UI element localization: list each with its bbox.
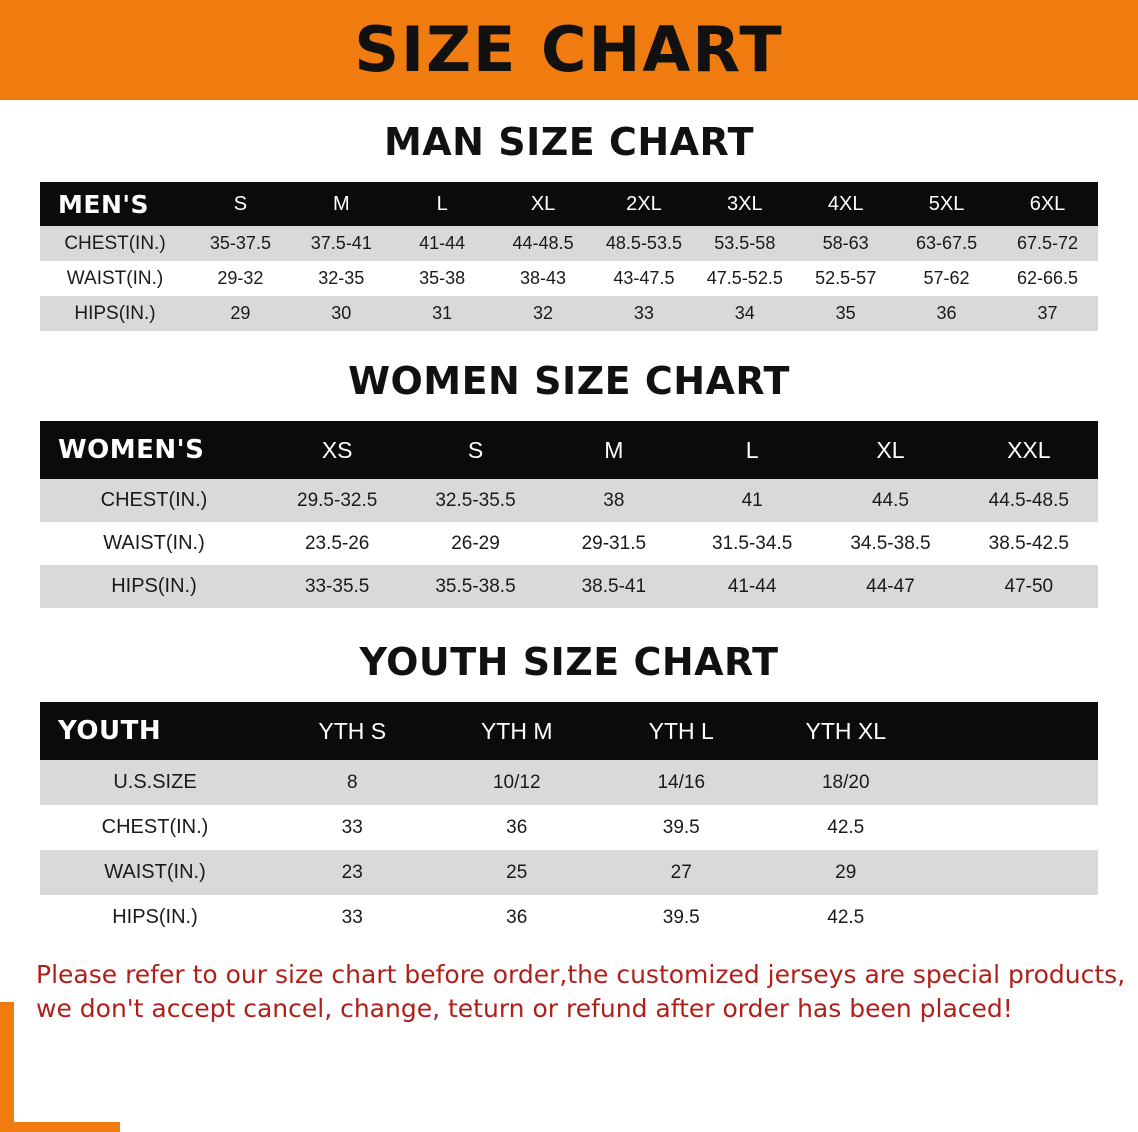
women-table-wrap [0, 421, 1138, 608]
man-cell-0-7: 63-67.5 [896, 226, 997, 261]
man-row-label-2: HIPS(IN.) [40, 296, 190, 331]
women-cell-0-2: 38 [545, 479, 683, 522]
youth-cell-0-spacer [928, 760, 1098, 805]
women-row-label-2: HIPS(IN.) [40, 565, 268, 608]
table-row [40, 760, 1098, 805]
table-row [40, 479, 1098, 522]
women-col-2: M [604, 436, 624, 463]
man-row-label-0: CHEST(IN.) [40, 226, 190, 261]
man-cell-2-6: 35 [795, 296, 896, 331]
man-cell-2-7: 36 [896, 296, 997, 331]
table-row [40, 895, 1098, 940]
women-size-table [40, 421, 1098, 608]
youth-row-label-0: U.S.SIZE [40, 760, 270, 805]
table-row [40, 805, 1098, 850]
table-row [40, 226, 1098, 261]
youth-row-label-2: WAIST(IN.) [40, 850, 270, 895]
orange-left-accent [0, 1002, 14, 1132]
women-cell-2-4: 44-47 [821, 565, 959, 608]
women-corner-label: WOMEN'S [58, 435, 205, 465]
women-cell-1-0: 23.5-26 [268, 522, 406, 565]
youth-cell-1-3: 42.5 [764, 805, 929, 850]
women-cell-1-1: 26-29 [406, 522, 544, 565]
women-row-label-1: WAIST(IN.) [40, 522, 268, 565]
man-cell-2-0: 29 [190, 296, 291, 331]
man-col-7: 5XL [928, 192, 965, 215]
women-col-1: S [467, 436, 484, 463]
youth-cell-2-1: 25 [435, 850, 600, 895]
youth-corner-label: YOUTH [58, 716, 162, 746]
page-banner [0, 0, 1138, 100]
man-cell-1-6: 52.5-57 [795, 261, 896, 296]
man-cell-1-4: 43-47.5 [594, 261, 695, 296]
women-cell-1-5: 38.5-42.5 [960, 522, 1098, 565]
man-size-table [40, 182, 1098, 331]
table-row [40, 850, 1098, 895]
man-cell-1-2: 35-38 [392, 261, 493, 296]
man-cell-2-8: 37 [997, 296, 1098, 331]
women-cell-2-0: 33-35.5 [268, 565, 406, 608]
youth-cell-0-0: 8 [270, 760, 435, 805]
youth-cell-1-2: 39.5 [599, 805, 764, 850]
man-col-6: 4XL [827, 192, 864, 215]
women-col-0: XS [321, 436, 353, 463]
man-table-wrap [0, 182, 1138, 331]
man-col-5: 3XL [727, 192, 763, 215]
table-row [40, 296, 1098, 331]
women-cell-2-2: 38.5-41 [545, 565, 683, 608]
man-cell-0-5: 53.5-58 [694, 226, 795, 261]
man-table-body [40, 226, 1098, 331]
policy-note-line-2: we don't accept cancel, change, teturn or refund after order has been placed! [36, 993, 1013, 1023]
man-cell-0-8: 67.5-72 [997, 226, 1098, 261]
women-cell-2-5: 47-50 [960, 565, 1098, 608]
women-col-4: XL [876, 436, 905, 463]
man-col-0: S [233, 192, 248, 215]
youth-section-title: YOUTH SIZE CHART [359, 640, 779, 684]
table-row [40, 522, 1098, 565]
man-cell-0-0: 35-37.5 [190, 226, 291, 261]
youth-table-body [40, 760, 1098, 940]
youth-col-0: YTH S [318, 717, 387, 744]
man-col-2: L [436, 192, 448, 215]
youth-cell-3-1: 36 [435, 895, 600, 940]
man-col-4: 2XL [626, 192, 662, 215]
women-cell-0-3: 41 [683, 479, 821, 522]
youth-size-table [40, 702, 1098, 940]
youth-cell-0-2: 14/16 [599, 760, 764, 805]
youth-row-label-3: HIPS(IN.) [40, 895, 270, 940]
women-cell-2-1: 35.5-38.5 [406, 565, 544, 608]
youth-cell-0-1: 10/12 [435, 760, 600, 805]
women-cell-0-5: 44.5-48.5 [960, 479, 1098, 522]
youth-col-1: YTH M [480, 717, 553, 744]
man-row-label-1: WAIST(IN.) [40, 261, 190, 296]
table-row [40, 565, 1098, 608]
man-section-title: MAN SIZE CHART [383, 120, 755, 164]
man-cell-2-5: 34 [694, 296, 795, 331]
man-corner-label: MEN'S [58, 189, 150, 219]
youth-cell-2-3: 29 [764, 850, 929, 895]
youth-cell-3-2: 39.5 [599, 895, 764, 940]
youth-cell-2-spacer [928, 850, 1098, 895]
youth-col-spacer [928, 702, 1098, 760]
youth-table-head [40, 702, 1098, 760]
women-cell-1-4: 34.5-38.5 [821, 522, 959, 565]
youth-cell-0-3: 18/20 [764, 760, 929, 805]
youth-row-label-1: CHEST(IN.) [40, 805, 270, 850]
youth-cell-1-0: 33 [270, 805, 435, 850]
man-cell-2-1: 30 [291, 296, 392, 331]
women-table-body [40, 479, 1098, 608]
youth-cell-3-spacer [928, 895, 1098, 940]
man-cell-2-2: 31 [392, 296, 493, 331]
man-cell-2-3: 32 [493, 296, 594, 331]
table-row [40, 261, 1098, 296]
man-cell-1-5: 47.5-52.5 [694, 261, 795, 296]
man-cell-0-3: 44-48.5 [493, 226, 594, 261]
women-cell-0-4: 44.5 [821, 479, 959, 522]
women-cell-1-3: 31.5-34.5 [683, 522, 821, 565]
youth-cell-1-spacer [928, 805, 1098, 850]
orange-bottom-accent [0, 1122, 120, 1132]
man-cell-0-4: 48.5-53.5 [594, 226, 695, 261]
man-cell-1-1: 32-35 [291, 261, 392, 296]
youth-cell-3-0: 33 [270, 895, 435, 940]
table-header-row [40, 182, 1098, 226]
man-cell-2-4: 33 [594, 296, 695, 331]
women-cell-0-0: 29.5-32.5 [268, 479, 406, 522]
women-row-label-0: CHEST(IN.) [40, 479, 268, 522]
table-header-row [40, 702, 1098, 760]
man-col-1: M [332, 192, 350, 215]
man-cell-1-8: 62-66.5 [997, 261, 1098, 296]
page-title: SIZE CHART [354, 13, 784, 86]
man-cell-1-7: 57-62 [896, 261, 997, 296]
youth-col-3: YTH XL [805, 717, 887, 744]
man-cell-1-0: 29-32 [190, 261, 291, 296]
man-table-head [40, 182, 1098, 226]
man-cell-0-6: 58-63 [795, 226, 896, 261]
man-col-3: XL [530, 192, 556, 215]
women-cell-1-2: 29-31.5 [545, 522, 683, 565]
women-table-head [40, 421, 1098, 479]
policy-note-line-1: Please refer to our size chart before order,the customized jerseys are special products, [36, 960, 1126, 989]
man-col-8: 6XL [1029, 192, 1066, 215]
women-col-3: L [745, 436, 759, 463]
youth-cell-3-3: 42.5 [764, 895, 929, 940]
man-cell-0-1: 37.5-41 [291, 226, 392, 261]
youth-cell-2-0: 23 [270, 850, 435, 895]
youth-table-wrap [0, 702, 1138, 940]
table-header-row [40, 421, 1098, 479]
policy-note [36, 958, 1126, 1026]
man-cell-1-3: 38-43 [493, 261, 594, 296]
women-section-title: WOMEN SIZE CHART [348, 359, 790, 403]
youth-col-2: YTH L [648, 717, 714, 744]
women-cell-2-3: 41-44 [683, 565, 821, 608]
women-col-5: XXL [1007, 436, 1051, 463]
youth-cell-2-2: 27 [599, 850, 764, 895]
man-cell-0-2: 41-44 [392, 226, 493, 261]
women-cell-0-1: 32.5-35.5 [406, 479, 544, 522]
youth-cell-1-1: 36 [435, 805, 600, 850]
